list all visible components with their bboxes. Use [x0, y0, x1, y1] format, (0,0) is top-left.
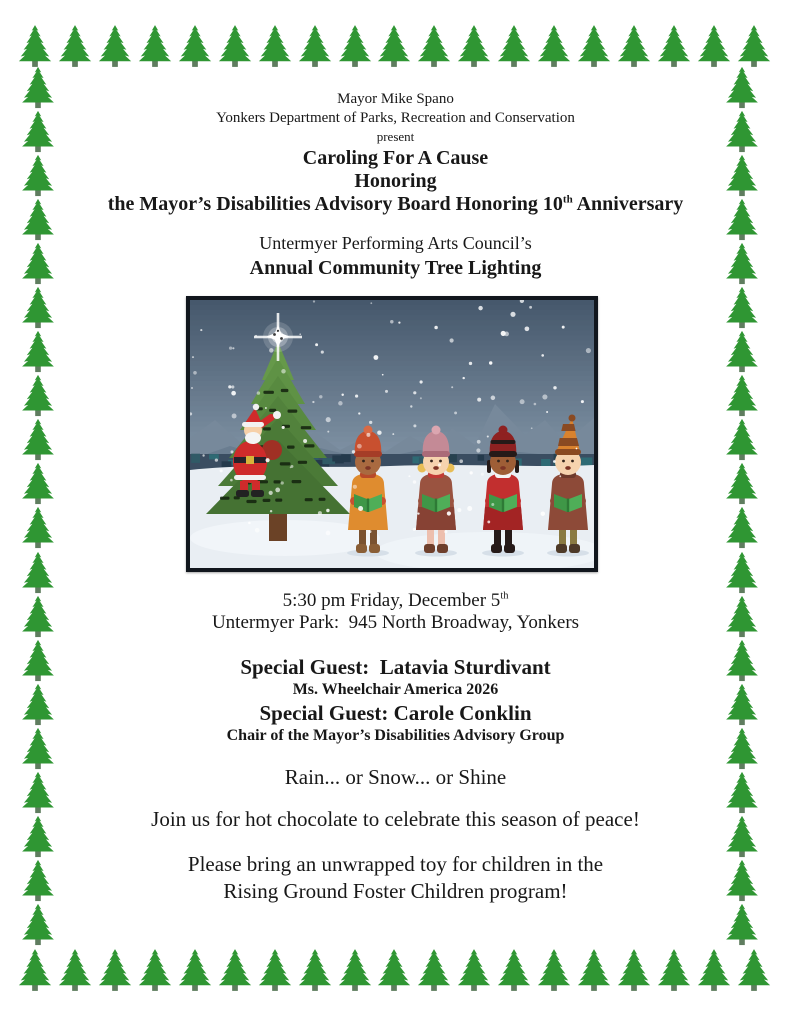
pine-tree-icon [18, 595, 58, 638]
pine-tree-icon [722, 506, 762, 549]
caroling-scene [190, 300, 594, 568]
event-location: Untermyer Park: 945 North Broadway, Yonkers [211, 612, 580, 633]
event-title: Caroling For A Cause [302, 147, 489, 169]
pine-tree-icon [722, 462, 762, 505]
toy-drive-note [72, 851, 719, 905]
pine-tree-icon [455, 24, 493, 68]
pine-tree-icon [136, 948, 174, 992]
pine-tree-icon [722, 551, 762, 594]
toy-drive-line1: Please bring an unwrapped toy for children in the [187, 852, 604, 876]
pine-tree-icon [495, 24, 533, 68]
pine-tree-icon [18, 66, 58, 109]
event-honoree: the Mayor’s Disabilities Advisory Board Honoring 10th Anniversary [107, 193, 684, 215]
pine-tree-icon [415, 948, 453, 992]
pine-tree-icon [136, 24, 174, 68]
guests-block [72, 654, 719, 746]
pine-tree-icon [735, 948, 773, 992]
pine-tree-icon [18, 110, 58, 153]
pine-tree-icon [455, 948, 493, 992]
pine-tree-icon [216, 948, 254, 992]
pine-tree-icon [18, 330, 58, 373]
pine-tree-icon [535, 24, 573, 68]
subtitle-org: Untermyer Performing Arts Council’s [259, 233, 532, 253]
pine-tree-icon [655, 948, 693, 992]
presenter-block [72, 90, 719, 145]
event-datetime: 5:30 pm Friday, December 5th [282, 590, 509, 611]
pine-tree-icon [722, 859, 762, 902]
pine-tree-icon [56, 24, 94, 68]
pine-tree-icon [375, 948, 413, 992]
pine-tree-icon [18, 418, 58, 461]
pine-tree-icon [495, 948, 533, 992]
pine-tree-icon [256, 24, 294, 68]
pine-tree-icon [18, 286, 58, 329]
pine-tree-icon [722, 110, 762, 153]
pine-tree-icon [96, 948, 134, 992]
presenter-name: Mayor Mike Spano [337, 91, 454, 107]
pine-tree-icon [722, 771, 762, 814]
pine-tree-icon [18, 506, 58, 549]
pine-tree-icon [535, 948, 573, 992]
pine-tree-icon [722, 903, 762, 946]
pine-tree-icon [375, 24, 413, 68]
presenter-present: present [376, 129, 415, 144]
pine-tree-icon [18, 771, 58, 814]
subtitle-block [72, 231, 719, 281]
toy-drive-line2: Rising Ground Foster Children program! [223, 879, 568, 903]
pine-tree-icon [18, 639, 58, 682]
caroling-illustration [186, 296, 598, 572]
event-title-block [72, 147, 719, 216]
guest2-title: Chair of the Mayor’s Disabilities Advisory Group [226, 727, 565, 744]
pine-tree-icon [18, 683, 58, 726]
cocoa-note: Join us for hot chocolate to celebrate this season of peace! [151, 807, 640, 831]
pine-tree-icon [296, 24, 334, 68]
pine-tree-icon [722, 242, 762, 285]
pine-tree-icon [722, 418, 762, 461]
pine-tree-icon [176, 24, 214, 68]
pine-tree-icon [96, 24, 134, 68]
tree-border-top [16, 24, 773, 70]
pine-tree-icon [18, 198, 58, 241]
pine-tree-icon [722, 727, 762, 770]
pine-tree-icon [18, 374, 58, 417]
pine-tree-icon [18, 154, 58, 197]
pine-tree-icon [18, 815, 58, 858]
when-where-block [72, 590, 719, 634]
pine-tree-icon [575, 948, 613, 992]
pine-tree-icon [735, 24, 773, 68]
tree-border-right [722, 66, 764, 946]
guest1-title: Ms. Wheelchair America 2026 [292, 681, 499, 698]
pine-tree-icon [56, 948, 94, 992]
pine-tree-icon [415, 24, 453, 68]
pine-tree-icon [722, 198, 762, 241]
pine-tree-icon [655, 24, 693, 68]
pine-tree-icon [722, 330, 762, 373]
pine-tree-icon [256, 948, 294, 992]
event-honoring: Honoring [354, 170, 437, 192]
pine-tree-icon [615, 24, 653, 68]
pine-tree-icon [722, 66, 762, 109]
pine-tree-icon [336, 24, 374, 68]
pine-tree-icon [18, 859, 58, 902]
pine-tree-icon [722, 595, 762, 638]
pine-tree-icon [722, 374, 762, 417]
pine-tree-icon [722, 154, 762, 197]
pine-tree-icon [722, 286, 762, 329]
weather-note: Rain... or Snow... or Shine [284, 765, 507, 789]
pine-tree-icon [18, 462, 58, 505]
pine-tree-icon [722, 639, 762, 682]
pine-tree-icon [722, 683, 762, 726]
pine-tree-icon [336, 948, 374, 992]
pine-tree-icon [615, 948, 653, 992]
guest1-name: Special Guest: Latavia Sturdivant [240, 655, 551, 679]
pine-tree-icon [176, 948, 214, 992]
tree-trunk [269, 512, 287, 541]
pine-tree-icon [18, 551, 58, 594]
pine-tree-icon [695, 948, 733, 992]
pine-tree-icon [695, 24, 733, 68]
pine-tree-icon [575, 24, 613, 68]
subtitle-event: Annual Community Tree Lighting [249, 257, 542, 279]
guest2-name: Special Guest: Carole Conklin [259, 701, 532, 725]
pine-tree-icon [16, 948, 54, 992]
pine-tree-icon [16, 24, 54, 68]
pine-tree-icon [18, 242, 58, 285]
pine-tree-icon [296, 948, 334, 992]
presenter-dept: Yonkers Department of Parks, Recreation and Conservation [216, 110, 575, 126]
pine-tree-icon [722, 815, 762, 858]
tree-border-bottom [16, 948, 773, 994]
pine-tree-icon [18, 727, 58, 770]
pine-tree-icon [18, 903, 58, 946]
tree-border-left [18, 66, 60, 946]
pine-tree-icon [216, 24, 254, 68]
